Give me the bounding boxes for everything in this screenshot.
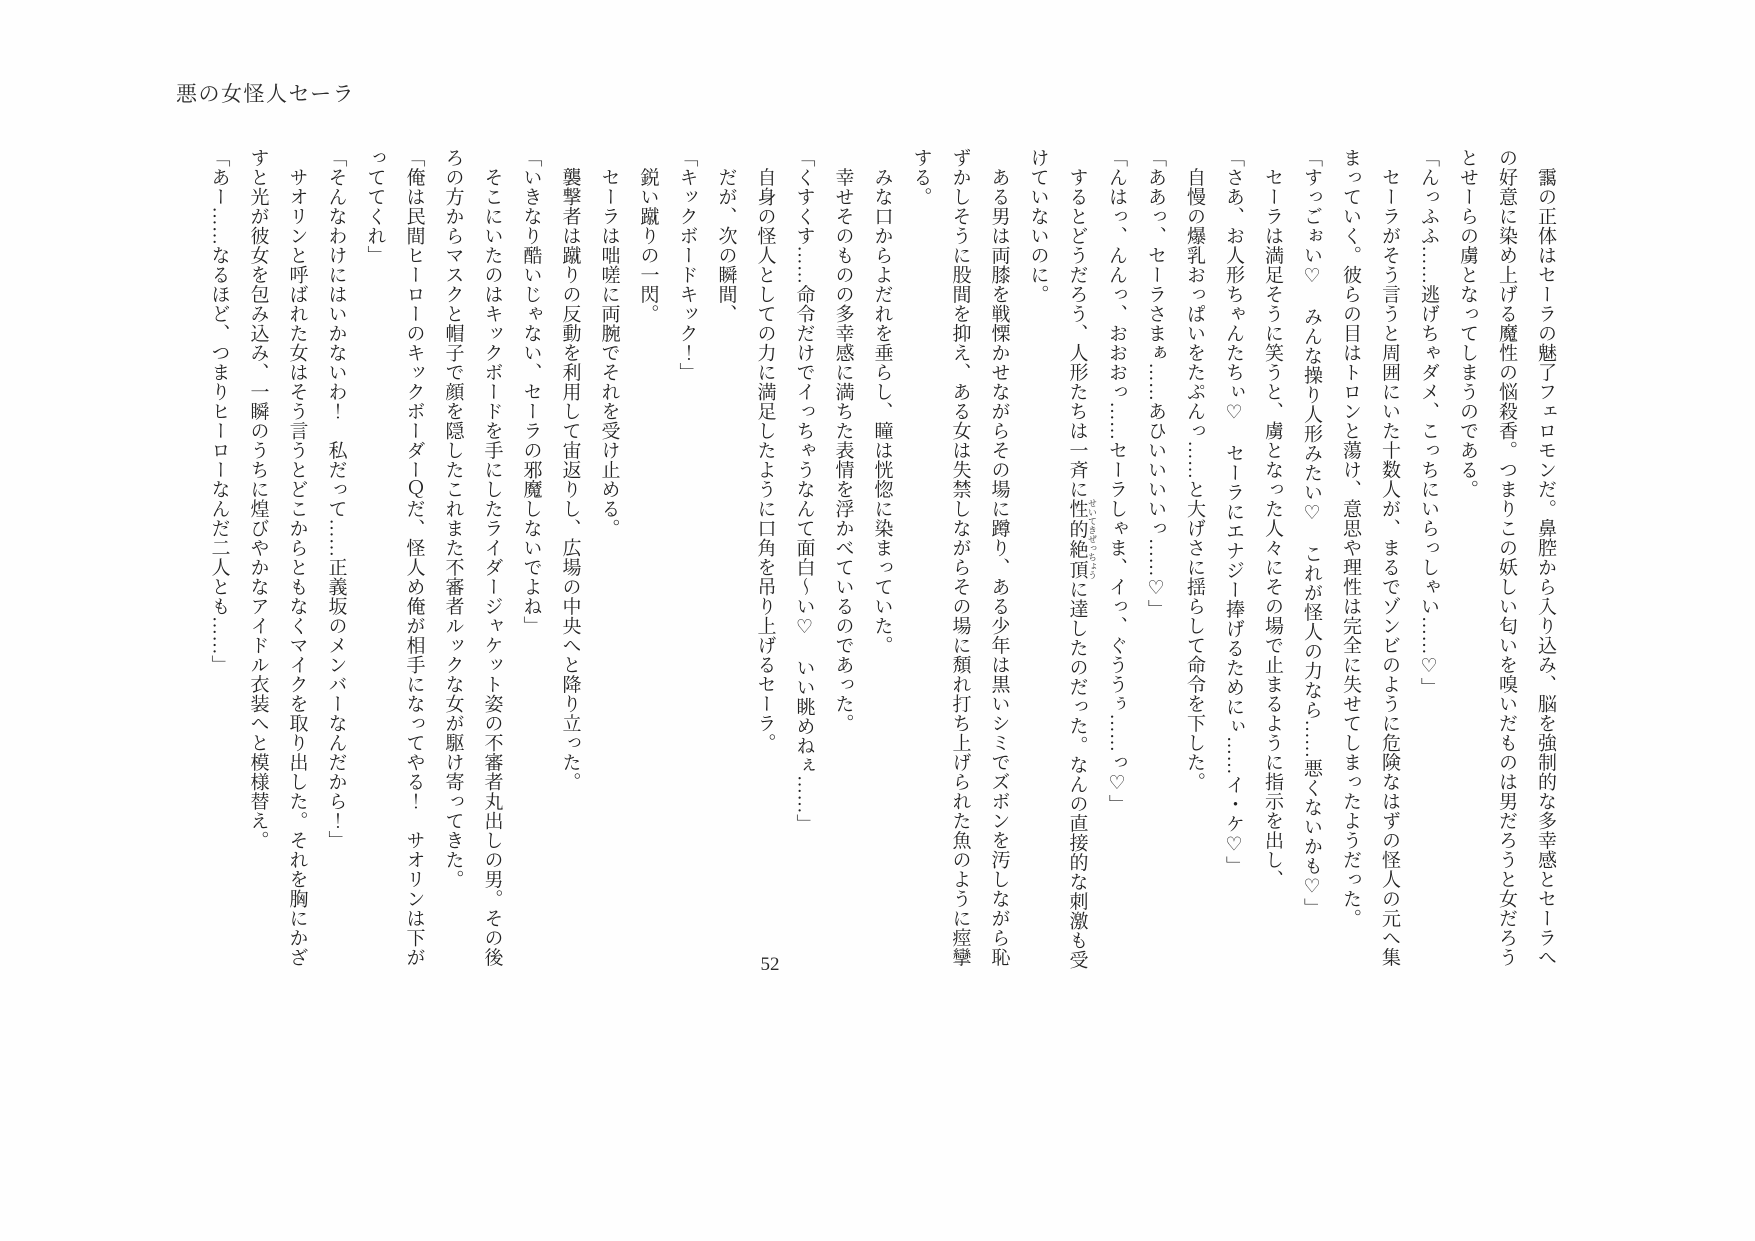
novel-body — [145, 148, 1565, 970]
paragraph: 「そんなわけにはいかないわ！ 私だって……正義坂のメンバーなんだから！」 — [325, 148, 347, 850]
paragraph: ある男は両膝を戦慄かせながらその場に蹲り、ある少年は黒いシミでズボンを汚しながら恥ずかしそうに股間を抑え、ある女は失禁しながらその場に頽れ打ち上げられた魚のように痙攣する。 — [910, 148, 1010, 967]
paragraph: そこにいたのはキックボードを手にしたライダージャケット姿の不審者丸出しの男。その後ろの方からマスクと帽子で顔を隠したこれまた不審者ルックな女が駆け寄ってきた。 — [442, 148, 503, 967]
paragraph: サオリンと呼ばれた女はそう言うとどこからともなくマイクを取り出した。それを胸にかざすと光が彼女を包み込み、一瞬のうちに煌びやかなアイドル衣装へと模様替え。 — [247, 148, 308, 967]
paragraph: 「俺は民間ヒーローのキックボーダーＱだ、怪人め俺が相手になってやる！ サオリンは下がっててくれ」 — [364, 148, 425, 967]
paragraph: セーラは咄嗟に両腕でそれを受け止める。 — [598, 148, 620, 538]
paragraph: だが、次の瞬間、 — [715, 148, 737, 324]
paragraph: セーラは満足そうに笑うと、虜となった人々にその場で止まるように指示を出し、 — [1262, 148, 1283, 889]
paragraph: 鋭い蹴りの一閃。 — [637, 148, 659, 324]
paragraph: 自身の怪人としての力に満足したように口角を吊り上げるセーラ。 — [754, 148, 776, 753]
paragraph: 「くすくす……命令だけでイっちゃうなんて面白〜い♡ いい眺めねぇ……」 — [793, 148, 815, 834]
paragraph: 「んっふふ……逃げちゃダメ、こっちにいらっしゃい……♡」 — [1418, 148, 1439, 697]
paragraph: 靄の正体はセーラの魅了フェロモンだ。鼻腔から入り込み、脳を強制的な多幸感とセーラへの好意に染め上げる魔性の悩殺香。つまりこの妖しい匂いを嗅いだものは男だろうと女だろうとせーらの虜となってしまうのである。 — [1457, 148, 1556, 967]
paragraph: みな口からよだれを垂らし、瞳は恍惚に染まっていた。 — [871, 148, 893, 655]
paragraph: 「さあ、お人形ちゃんたちぃ♡ セーラにエナジー捧げるためにぃ……イ・ケ♡」 — [1223, 148, 1244, 876]
paragraph: 「ああっ、セーラさまぁ……あひいいいいっ……♡」 — [1145, 148, 1166, 619]
ruby-annotated-text: 性的絶頂 せいてきぜっちょう — [1066, 498, 1097, 580]
paragraph: セーラがそう言うと周囲にいた十数人が、まるでゾンビのように危険なはずの怪人の元へ集まっていく。彼らの目はトロンと蕩け、意思や理性は完全に失せてしまったようだった。 — [1340, 148, 1400, 967]
paragraph: 「すっごぉい♡ みんな操り人形みたい♡ これが怪人の力なら……悪くないかも♡」 — [1301, 148, 1322, 918]
paragraph: 「キックボードキック！」 — [676, 148, 698, 382]
paragraph: するとどうだろう、人形たちは一斉に性的絶頂 せいてきぜっちょうに達したのだった。なんの直接的な刺激も受けていないのに。 — [1027, 148, 1097, 970]
paragraph: 襲撃者は蹴りの反動を利用して宙返りし、広場の中央へと降り立った。 — [559, 148, 581, 792]
paragraph: 「あー……なるほど、つまりヒーローなんだ二人とも……」 — [208, 148, 230, 675]
running-header-title: 悪の女怪人セーラ — [176, 82, 356, 106]
paragraph: 幸せそのものの多幸感に満ちた表情を浮かべているのであった。 — [832, 148, 854, 733]
paragraph: 自慢の爆乳おっぱいをたぷんっ……と大げさに揺らして命令を下した。 — [1184, 148, 1205, 792]
paragraph: 「んはっ、んんっ、おおおっ……セーラしゃま、イっ、ぐううぅ……っ♡」 — [1106, 148, 1127, 814]
page-number: 52 — [760, 954, 780, 975]
paragraph: 「いきなり酷いじゃない、セーラの邪魔しないでよね」 — [520, 148, 542, 636]
